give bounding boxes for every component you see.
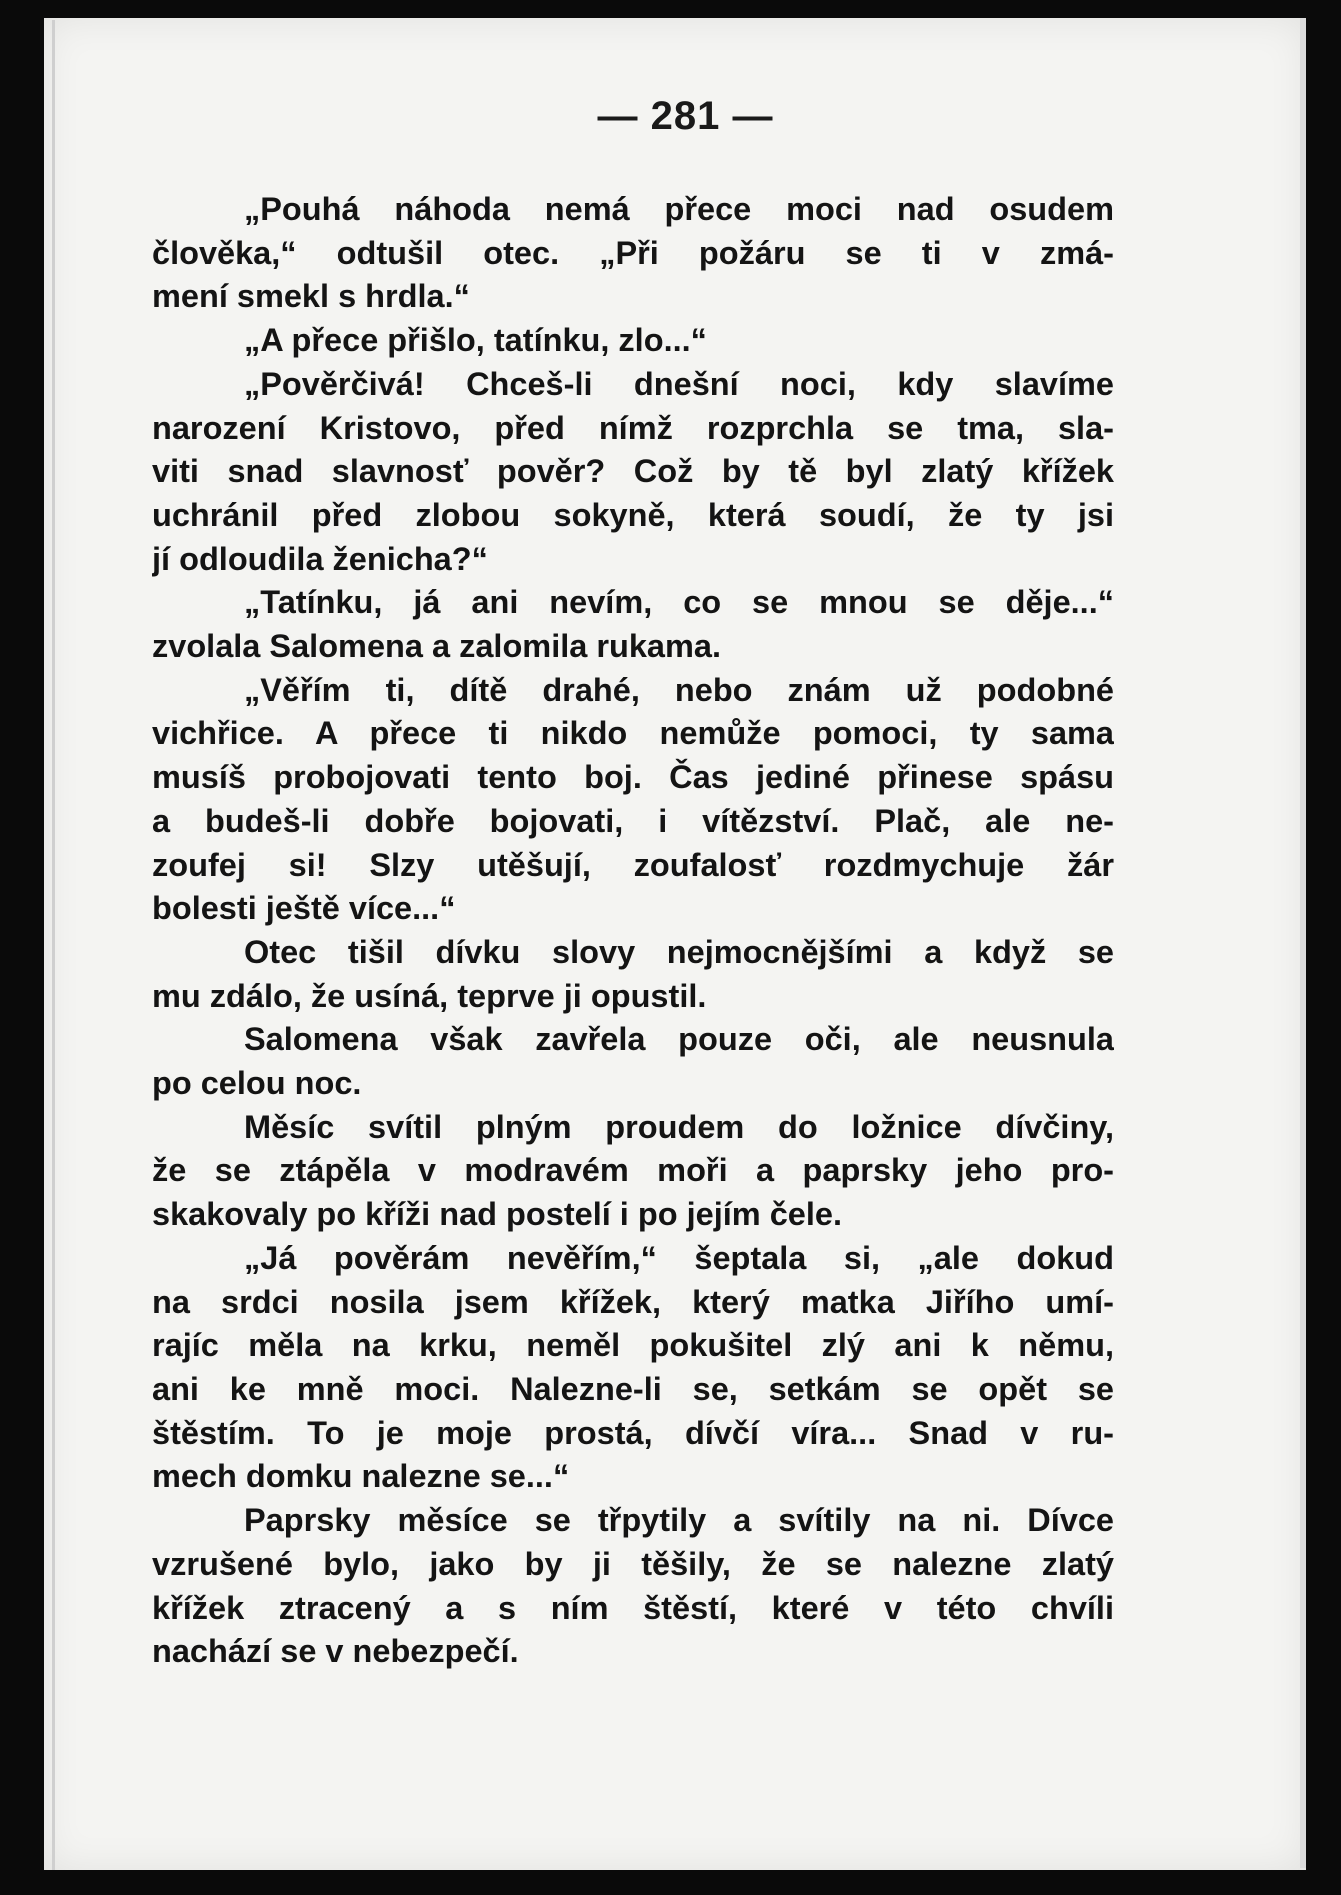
page-number: — 281 — — [597, 94, 774, 138]
text-line: po celou noc. — [152, 1065, 362, 1102]
text-line: viti snad slavnosť pověr? Což by tě byl zlatý křížek — [152, 453, 1114, 490]
text-line: Měsíc svítil plným proudem do ložnice dívčiny, — [244, 1108, 1114, 1145]
text-line: na srdci nosila jsem křížek, který matka Jiřího umí- — [152, 1283, 1114, 1320]
text-line: a budeš-li dobře bojovati, i vítězství. Plač, ale ne- — [152, 802, 1114, 839]
text-line: musíš probojovati tento boj. Čas jediné přinese spásu — [152, 759, 1114, 796]
text-line: jí odloudila ženicha?“ — [152, 540, 488, 577]
text-line: vichřice. A přece ti nikdo nemůže pomoci, ty sama — [152, 715, 1114, 752]
text-line: mech domku nalezne se...“ — [152, 1458, 570, 1495]
text-line: Salomena však zavřela pouze oči, ale neusnula — [244, 1021, 1114, 1058]
text-line: zoufej si! Slzy utěšují, zoufalosť rozdmychuje žár — [152, 846, 1114, 883]
text-line: štěstím. To je moje prostá, dívčí víra... Snad v ru- — [152, 1414, 1114, 1451]
page-left-edge — [52, 20, 55, 1870]
body-text — [152, 188, 1114, 1674]
text-line: „Věřím ti, dítě drahé, nebo znám už podobné — [244, 671, 1114, 708]
text-line: mení smekl s hrdla.“ — [152, 278, 470, 315]
text-line: zvolala Salomena a zalomila rukama. — [152, 628, 722, 665]
text-line: „Pouhá náhoda nemá přece moci nad osudem — [244, 191, 1114, 227]
text-line: vzrušené bylo, jako by ji těšily, že se nalezne zlatý — [152, 1545, 1114, 1582]
text-line: skakovaly po kříži nad postelí i po jejím čele. — [152, 1196, 842, 1233]
text-line: že se ztápěla v modravém moři a paprsky jeho pro- — [152, 1152, 1114, 1189]
text-line: „Pověrčivá! Chceš-li dnešní noci, kdy slavíme — [244, 365, 1114, 402]
text-line: rajíc měla na krku, neměl pokušitel zlý ani k němu, — [152, 1327, 1114, 1364]
text-line: narození Kristovo, před nímž rozprchla se tma, sla- — [152, 409, 1114, 446]
text-line: „Tatínku, já ani nevím, co se mnou se děje...“ — [244, 584, 1114, 621]
text-line: „A přece přišlo, tatínku, zlo...“ — [244, 322, 707, 359]
text-line: nachází se v nebezpečí. — [152, 1633, 519, 1670]
text-line: mu zdálo, že usíná, teprve ji opustil. — [152, 977, 707, 1014]
text-line: ani ke mně moci. Nalezne-li se, setkám se opět se — [152, 1370, 1114, 1407]
text-line: Otec tišil dívku slovy nejmocnějšími a když se — [244, 933, 1114, 970]
text-line: bolesti ještě více...“ — [152, 890, 456, 927]
text-line: Paprsky měsíce se třpytily a svítily na ni. Dívce — [244, 1502, 1114, 1539]
page-right-edge — [1300, 18, 1306, 1868]
text-line: člověka,“ odtušil otec. „Při požáru se ti v zmá- — [152, 234, 1114, 271]
text-line: křížek ztracený a s ním štěstí, které v této chvíli — [152, 1589, 1114, 1626]
text-line: „Já pověrám nevěřím,“ šeptala si, „ale dokud — [244, 1239, 1114, 1276]
text-line: uchránil před zlobou sokyně, která soudí, že ty jsi — [152, 496, 1114, 533]
